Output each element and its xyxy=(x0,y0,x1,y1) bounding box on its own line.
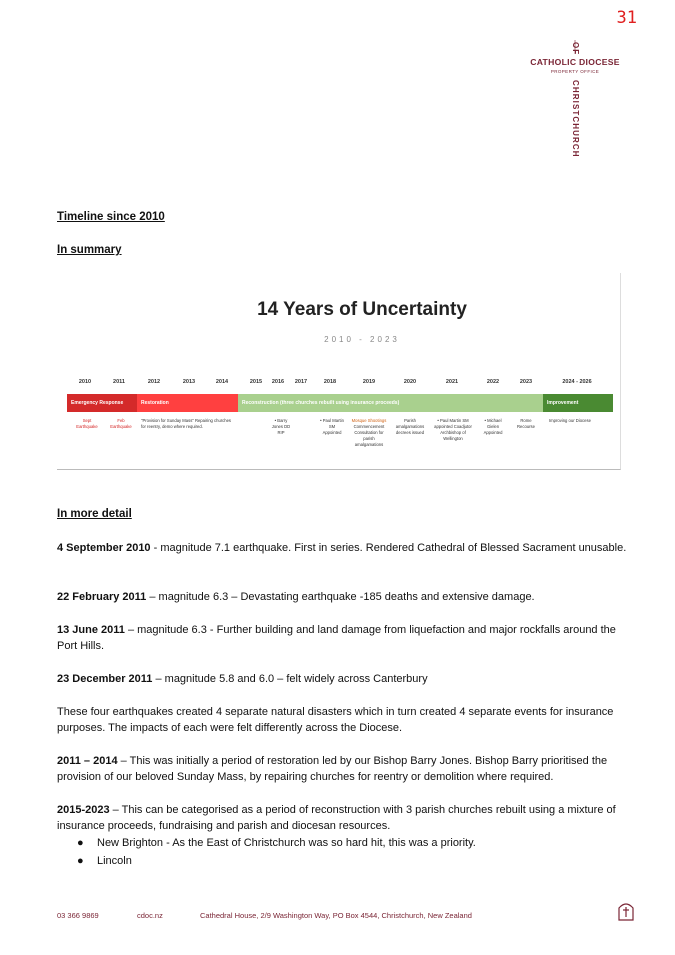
year-label: 2023 xyxy=(519,379,533,385)
bullet-icon: ● xyxy=(77,837,84,849)
paragraph xyxy=(57,704,627,736)
logo-of: OF xyxy=(571,42,580,56)
paragraph xyxy=(57,622,627,654)
year-label: 2019 xyxy=(362,379,376,385)
detail-heading: In more detail xyxy=(57,508,132,520)
phase-reconstruction: Reconstruction (three churches rebuilt using insurance proceeds) xyxy=(238,394,543,412)
paragraph-text: – This was initially a period of restoration led by our Bishop Barry Jones. Bishop Barry prioritised the provision of our beloved Sunday Mass, by repairing churches for reentry or demolition where required. xyxy=(57,755,608,783)
event-michael-gielen: • Michael Gielen Appointed xyxy=(483,418,503,435)
list-item-text: New Brighton - As the East of Christchurch was so hard hit, this was a priority. xyxy=(97,837,476,849)
paragraph-text: – magnitude 5.8 and 6.0 – felt widely across Canterbury xyxy=(152,673,428,685)
logo-vertical-text: CHRISTCHURCH xyxy=(571,80,580,158)
logo-name: CATHOLIC DIOCESE xyxy=(530,57,620,67)
event-consultation: Commencement Consultation for parish amalgamations xyxy=(353,424,385,447)
phase-improvement: Improvement xyxy=(543,394,613,412)
paragraph-lead: 4 September 2010 xyxy=(57,542,151,554)
year-label: 2013 xyxy=(182,379,196,385)
paragraph xyxy=(57,802,627,834)
paragraph-lead: 2015-2023 xyxy=(57,804,110,816)
year-label: 2010 xyxy=(78,379,92,385)
event-rome-recourse: Rome Recourse xyxy=(517,418,535,429)
timeline-heading: Timeline since 2010 xyxy=(57,211,165,223)
list-item xyxy=(77,835,476,851)
infographic-title: 14 Years of Uncertainty xyxy=(257,299,467,320)
event-feb-earthquake: Feb Earthquake xyxy=(110,418,132,429)
paragraph-lead: 22 February 2011 xyxy=(57,591,147,603)
paragraph xyxy=(57,589,627,605)
phase-emergency-response: Emergency Response xyxy=(67,394,137,412)
paragraph-lead: 2011 – 2014 xyxy=(57,755,118,767)
paragraph xyxy=(57,753,627,785)
logo-subtitle: PROPERTY OFFICE xyxy=(550,69,600,74)
event-sunday-mass: "Provision for Sunday Mass" Repairing churches for reentry, demo where required. xyxy=(141,418,232,429)
event-paul-martin: • Paul Martin SM Appointed xyxy=(320,418,344,435)
diocese-logo xyxy=(520,40,630,160)
bullet-icon: ● xyxy=(77,855,84,867)
year-label: 2016 xyxy=(271,379,285,385)
infographic-subtitle: 2010 - 2023 xyxy=(324,335,400,344)
church-seal-icon xyxy=(617,900,635,922)
page-number: 31 xyxy=(616,8,637,28)
list-item xyxy=(77,853,132,869)
summary-heading: In summary xyxy=(57,244,122,256)
paragraph xyxy=(57,671,627,687)
paragraph-text: These four earthquakes created 4 separate natural disasters which in turn created 4 separate events for insurance purposes. The impacts of each were felt differently across the Diocese. xyxy=(57,706,614,734)
footer-website: cdoc.nz xyxy=(137,911,163,920)
event-barry-jones: • Barry Jones DD RIP xyxy=(271,418,291,435)
footer-phone: 03 366 9869 xyxy=(57,911,99,920)
paragraph-text: – magnitude 6.3 – Devastating earthquake -185 deaths and extensive damage. xyxy=(146,591,535,603)
event-mosque-shootings: Mosque Shootings xyxy=(351,418,387,423)
year-label: 2014 xyxy=(215,379,229,385)
phase-restoration: Restoration xyxy=(137,394,238,412)
year-label: 2021 xyxy=(445,379,459,385)
event-improving-diocese: Improving our Diocese xyxy=(549,418,591,423)
list-item-text: Lincoln xyxy=(97,855,132,867)
year-label: 2011 xyxy=(113,379,125,385)
year-label: 2015 xyxy=(249,379,263,385)
year-label: 2024 - 2026 xyxy=(562,379,592,385)
paragraph-text: - magnitude 7.1 earthquake. First in series. Rendered Cathedral of Blessed Sacrament unusable. xyxy=(150,542,627,554)
timeline-infographic xyxy=(57,273,621,470)
paragraph-lead: 13 June 2011 xyxy=(57,624,125,636)
year-label: 2017 xyxy=(294,379,308,385)
paragraph-text: – magnitude 6.3 - Further building and land damage from liquefaction and major rockfalls around the Port Hills. xyxy=(57,624,616,652)
event-coadjutor: • Paul Martin SM appointed Coadjutor Archbishop of Wellington xyxy=(434,418,472,441)
paragraph xyxy=(57,540,627,556)
year-label: 2018 xyxy=(323,379,337,385)
year-label: 2022 xyxy=(486,379,500,385)
paragraph-lead: 23 December 2011 xyxy=(57,673,153,685)
paragraph-text: – This can be categorised as a period of reconstruction with 3 parish churches rebuilt using a mixture of insurance proceeds, fundraising and parish and diocesan resources. xyxy=(57,804,616,832)
event-sept-earthquake: Sept Earthquake xyxy=(76,418,98,429)
year-label: 2020 xyxy=(403,379,417,385)
footer-address: Cathedral House, 2/9 Washington Way, PO Box 4544, Christchurch, New Zealand xyxy=(200,911,472,920)
year-label: 2012 xyxy=(147,379,161,385)
event-parish-decrees: Parish amalgamations decrees issued xyxy=(395,418,425,435)
